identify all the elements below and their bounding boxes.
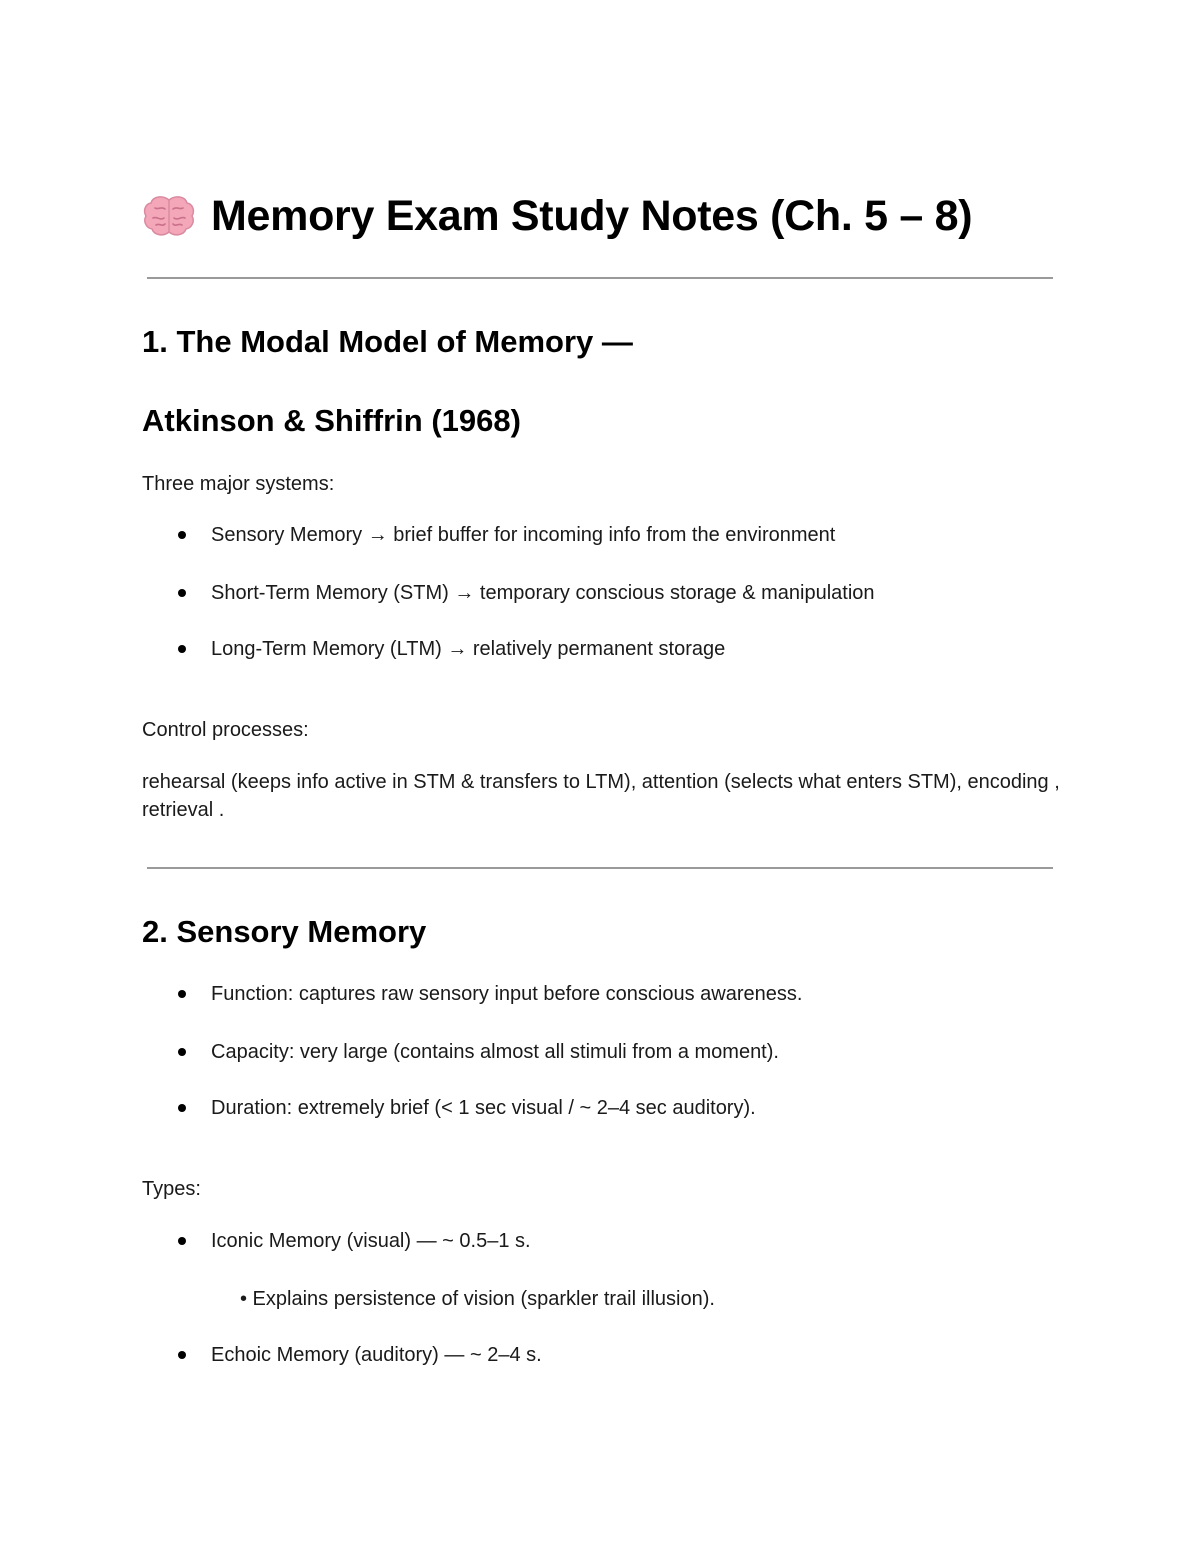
list-item — [178, 521, 835, 549]
list-item-text: Short-Term Memory (STM) → temporary conscious storage & manipulation — [211, 581, 875, 604]
list-item-text: Iconic Memory (visual) — ~ 0.5–1 s. — [211, 1229, 531, 1252]
sub-list-item: • Explains persistence of vision (sparkler trail illusion). — [240, 1288, 715, 1310]
list-item-text: Echoic Memory (auditory) — ~ 2–4 s. — [211, 1343, 542, 1366]
brain-icon — [143, 194, 195, 238]
bullet-icon — [178, 1351, 186, 1359]
list-item-text: Long-Term Memory (LTM) → relatively permanent storage — [211, 637, 726, 660]
control-processes-label: Control processes: — [142, 719, 309, 741]
list-item — [178, 980, 802, 1008]
bullet-icon — [178, 645, 186, 653]
bullet-icon — [178, 990, 186, 998]
page-title: Memory Exam Study Notes (Ch. 5 – 8) — [211, 191, 973, 240]
list-item — [178, 1094, 756, 1122]
title-row — [143, 188, 972, 244]
list-item — [178, 1227, 531, 1255]
section1-intro: Three major systems: — [142, 473, 335, 495]
list-item-text: Function: captures raw sensory input before conscious awareness. — [211, 982, 803, 1005]
bullet-icon — [178, 589, 186, 597]
divider — [147, 867, 1053, 869]
bullet-icon — [178, 1104, 186, 1112]
section1-heading: 1. The Modal Model of Memory — — [142, 324, 633, 359]
list-item — [178, 579, 875, 607]
list-item-text: Duration: extremely brief (< 1 sec visual / ~ 2–4 sec auditory). — [211, 1096, 756, 1119]
divider — [147, 277, 1053, 279]
bullet-icon — [178, 1237, 186, 1245]
types-label: Types: — [142, 1178, 201, 1200]
list-item — [178, 1341, 542, 1369]
bullet-icon — [178, 531, 186, 539]
section2-heading: 2. Sensory Memory — [142, 914, 427, 949]
section1-subheading: Atkinson & Shiffrin (1968) — [142, 403, 521, 438]
list-item — [178, 1038, 779, 1066]
list-item-text: Sensory Memory → brief buffer for incoming info from the environment — [211, 523, 836, 546]
bullet-icon — [178, 1048, 186, 1056]
control-processes-text: rehearsal (keeps info active in STM & transfers to LTM), attention (selects what enters STM), encoding , retrieval . — [142, 771, 1060, 821]
list-item — [178, 635, 725, 663]
list-item-text: Capacity: very large (contains almost all stimuli from a moment). — [211, 1040, 779, 1063]
